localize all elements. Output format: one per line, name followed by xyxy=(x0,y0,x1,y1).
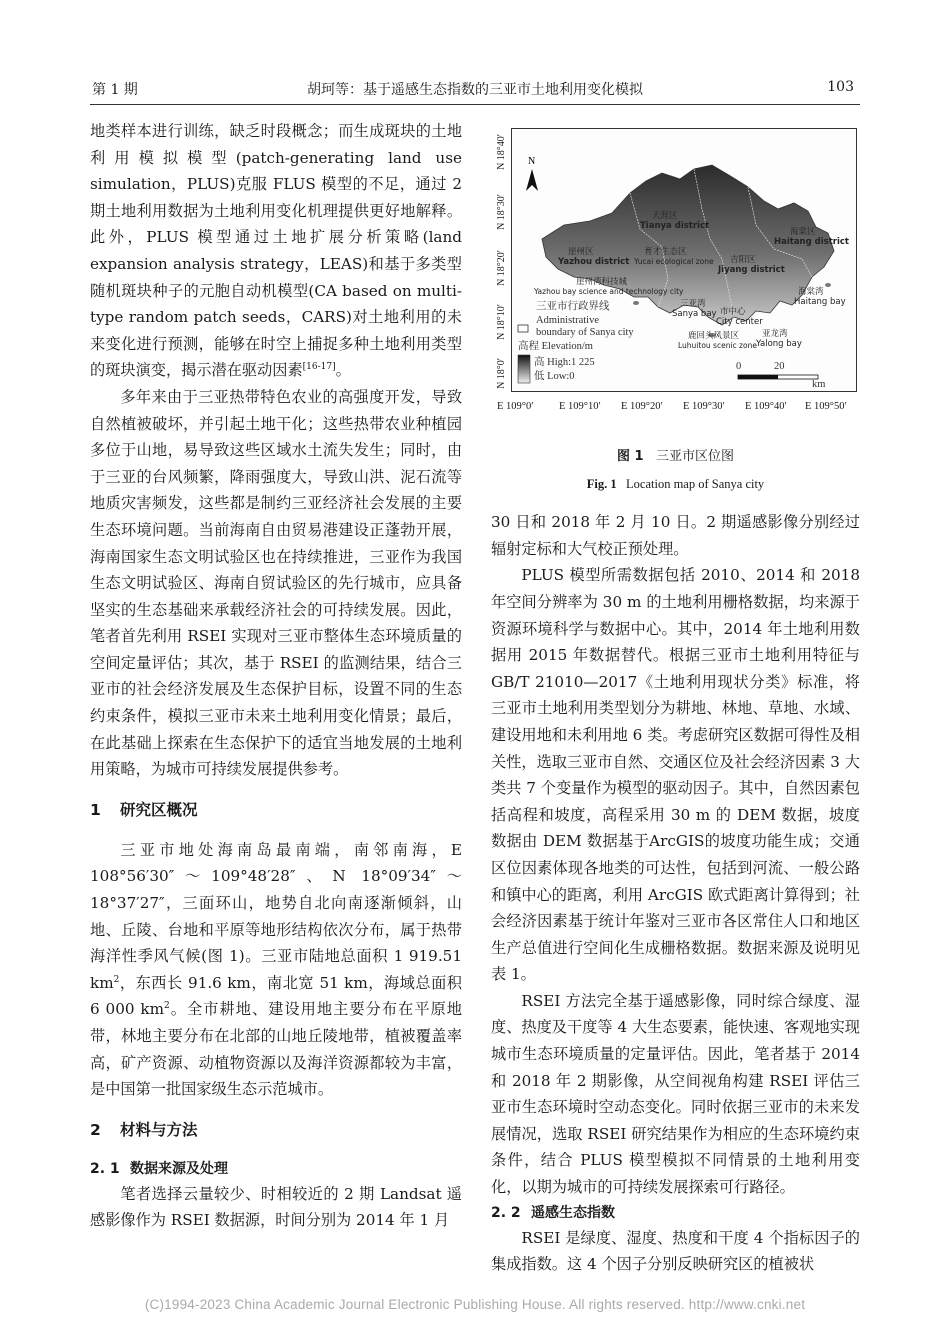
copyright-footer: (C)1994-2023 China Academic Journal Electronic Publishing House. All rights reserved. http://www.cnki.net xyxy=(144,1297,806,1312)
lat-label: N 18°0′ xyxy=(496,358,507,389)
legend-low: 低 Low:0 xyxy=(534,371,575,382)
map-frame xyxy=(511,128,857,392)
legend-boundary-swatch xyxy=(518,325,528,332)
place-label: Yazhou bay science and technology city xyxy=(534,287,684,296)
north-arrow-icon xyxy=(526,156,538,191)
left-column xyxy=(90,118,462,1234)
issue-number: 第 1 期 xyxy=(92,82,138,98)
paragraph: 笔者选择云量较少、时相较近的 2 期 Landsat 遥感影像作为 RSEI 数据源，时间分别为 2014 年 1 月 xyxy=(90,1184,462,1230)
paragraph: RSEI 是绿度、湿度、热度和干度 4 个指标因子的集成指数。这 4 个因子分别反映研究区的植被状 xyxy=(491,1228,860,1274)
paragraph: 多年来由于三亚热带特色农业的高强度开发，导致自然植被破坏，并引起土地干化；这些热带农业种植园多位于山地，易导致这些区域水土流失发生；同时，由于三亚的台风频繁，降雨强度大，导致山洪、泥石流等地质灾害频发，这些都是制约三亚经济社会发展的主要生态环境问题。当前海南自由贸易港建设正蓬勃开展，海南国家生态文明试验区也在持续推进，三亚作为我国生态文明试验区、海南自贸试验区的先行城市，应具备坚实的生态基础来承载经济社会的可持续发展。因此，笔者首先利用 RSEI 实现对三亚市整体生态环境质量的空间定量评估；其次，基于 RSEI 的监测结果，结合三亚市的社会经济发展及生态保护目标，设置不同的生态约束条件，模拟三亚市未来土地利用变化情景；最后，在此基础上探索在生态保护下的适宜当地发展的土地利用策略，为城市可持续发展提供参考。 xyxy=(90,387,462,779)
place-label: Haitang district xyxy=(774,237,849,247)
legend-boundary-en: boundary of Sanya city xyxy=(536,327,634,338)
page-header xyxy=(0,0,950,100)
place-label: Yalong bay xyxy=(756,339,802,349)
subsection-heading: 2. 1 数据来源及处理 xyxy=(90,1160,228,1177)
section-heading: 1 研究区概况 xyxy=(90,800,198,819)
figure-location-map: N 18°40′ N 18°30′ N 18°20′ N 18°10′ N 18°0′ N 天涯区 Tianya district 崖州区 Yazhou district 育才生态区 Yucai ecological zone 吉阳区 Jiyang district 海棠区 Haitang district 崖州湾科技城 Yazhou bay science and technology city 三亚湾 Sanya bay 市中心 City center 鹿回头风景区 Luhuitou scenic zone 亚龙湾 Yalong bay 海棠湾 Haitang bay 三亚市行政界线 Administrative boundary of Sanya city 高程 Elevation/m 高 High:1 225 低 Low:0 0 20 km E 109°0′ E 109°10′ E 109°20′ E 109°30′ E 109°40′ E 109°50′ xyxy=(491,118,860,438)
place-label: City center xyxy=(716,317,763,327)
citation: [16-17] xyxy=(302,362,336,373)
figure-caption-en: Fig. 1 Location map of Sanya city xyxy=(586,476,765,491)
place-label: 崖州湾科技城 xyxy=(576,277,628,287)
section-heading: 2 材料与方法 xyxy=(90,1120,198,1139)
place-label: 三亚湾 xyxy=(680,299,706,309)
place-label: Luhuitou scenic zone xyxy=(678,341,757,350)
place-label: 崖州区 xyxy=(568,247,594,257)
header-rule xyxy=(90,104,860,105)
place-label: 天涯区 xyxy=(652,211,678,221)
running-title: 胡珂等：基于遥感生态指数的三亚市土地利用变化模拟 xyxy=(307,82,643,98)
place-label: Tianya district xyxy=(640,221,710,231)
paragraph: 地类样本进行训练，缺乏时段概念；而生成斑块的土地利用模拟模型(patch-generating land use simulation，PLUS)克服 FLUS 模型的不足，通过 2 期土地利用数据为土地利用变化机理提供更好地解释。此外，PLUS 模型通过土地扩展分析策略(land expansion analysis strategy，LEAS)和基于多类型随机斑块种子的元胞自动机模型(CA based on multi-type random patch seeds，CARS)对土地利用的未来变化进行预测，能够在时空上捕捉多种土地利用类型的斑块演变，揭示潜在驱动因素[16-17]。 xyxy=(90,122,462,380)
lat-label: N 18°40′ xyxy=(496,134,507,170)
lat-label: N 18°30′ xyxy=(496,194,507,230)
svg-text:N: N xyxy=(528,156,536,167)
lat-label: N 18°10′ xyxy=(496,304,507,340)
place-label: 育才生态区 xyxy=(644,247,687,257)
place-label: Sanya bay xyxy=(672,309,717,319)
place-label: Haitang bay xyxy=(794,297,846,307)
place-label: 海棠区 xyxy=(790,227,816,237)
place-label: 海棠湾 xyxy=(798,287,824,297)
scale-zero: 0 xyxy=(736,361,742,372)
paragraph: 30 日和 2018 年 2 月 10 日。2 期遥感影像分别经过辐射定标和大气校正预处理。 xyxy=(491,513,860,558)
legend-elevation-ramp xyxy=(518,355,530,383)
scale-bar xyxy=(738,375,818,379)
scale-twenty: 20 xyxy=(774,361,785,372)
place-label: 鹿回头风景区 xyxy=(688,331,740,341)
place-label: 吉阳区 xyxy=(730,255,756,265)
place-label: 市中心 xyxy=(720,307,746,317)
paragraph: 三亚市地处海南岛最南端，南邻南海，E 108°56′30″～109°48′28″、N 18°09′34″～18°37′27″，三面环山，地势自北向南逐渐倾斜，山地、丘陵、台地和平原等地形结构依次分布，属于热带海洋性季风气候(图 1)。三亚市陆地总面积 1 919.51 $km^2$，东西长 91.6 km，南北宽 51 km，海域总面积 6 000 $km^2$。全市耕地、建设用地主要分布在平原地带，林地主要分布在北部的山地丘陵地带，植被覆盖率高，矿产资源、动植物资源以及海洋资源都较为丰富，是中国第一批国家级生态示范城市。 xyxy=(90,840,462,1099)
lat-label: N 18°20′ xyxy=(496,250,507,286)
legend-boundary-en: Administrative xyxy=(536,315,599,326)
legend-elevation-title: 高程 Elevation/m xyxy=(518,341,593,352)
page-number: 103 xyxy=(827,79,854,95)
paragraph: PLUS 模型所需数据包括 2010、2014 和 2018 年空间分辨率为 30 m 的土地利用栅格数据，均来源于资源环境科学与数据中心。其中，2014 年土地利用数据用 2015 年数据替代。根据三亚市土地利用特征与 GB/T 21010—2017《土地利用现状分类》标准，将三亚市土地利用类型划分为耕地、林地、草地、水域、建设用地和未利用地 6 类。考虑研究区数据可得性及相关性，选取三亚市自然、交通区位及社会经济因素 3 大类共 7 个变量作为模型的驱动因子。其中，自然因素包括高程和坡度，高程采用 30 m 的 DEM 数据，坡度数据由 DEM 数据基于ArcGIS的坡度功能生成；交通区位因素体现各地类的可达性，包括到河流、一般公路和镇中心的距离，利用 ArcGIS 欧式距离计算得到；社会经济因素基于统计年鉴对三亚市各区常住人口和地区生产总值进行空间化生成栅格数据。数据来源及说明见表 1。 xyxy=(491,566,860,984)
figure-caption-zh: 图 1 三亚市区位图 xyxy=(617,449,734,464)
place-label: Yucai ecological zone xyxy=(634,257,714,266)
right-column xyxy=(491,118,860,1278)
scale-unit: km xyxy=(812,379,826,390)
place-label: Yazhou district xyxy=(558,257,630,267)
place-label: Jiyang district xyxy=(718,265,785,275)
subsection-heading: 2. 2 遥感生态指数 xyxy=(491,1204,615,1221)
legend-high: 高 High:1 225 xyxy=(534,357,595,368)
place-label: 亚龙湾 xyxy=(762,329,788,339)
legend-boundary-zh: 三亚市行政界线 xyxy=(536,301,610,312)
paragraph: RSEI 方法完全基于遥感影像，同时综合绿度、湿度、热度及干度等 4 大生态要素，能快速、客观地实现城市生态环境质量的定量评估。因此，笔者基于 2014 和 2018 年 2 期影像，从空间视角构建 RSEI 评估三亚市生态环境时空动态变化。同时依据三亚市的未来发展情况，选取 RSEI 研究结果作为相应的生态环境约束条件，结合 PLUS 模型模拟不同情景的土地利用变化，以期为城市的可持续发展探索可行路径。 xyxy=(491,991,860,1197)
